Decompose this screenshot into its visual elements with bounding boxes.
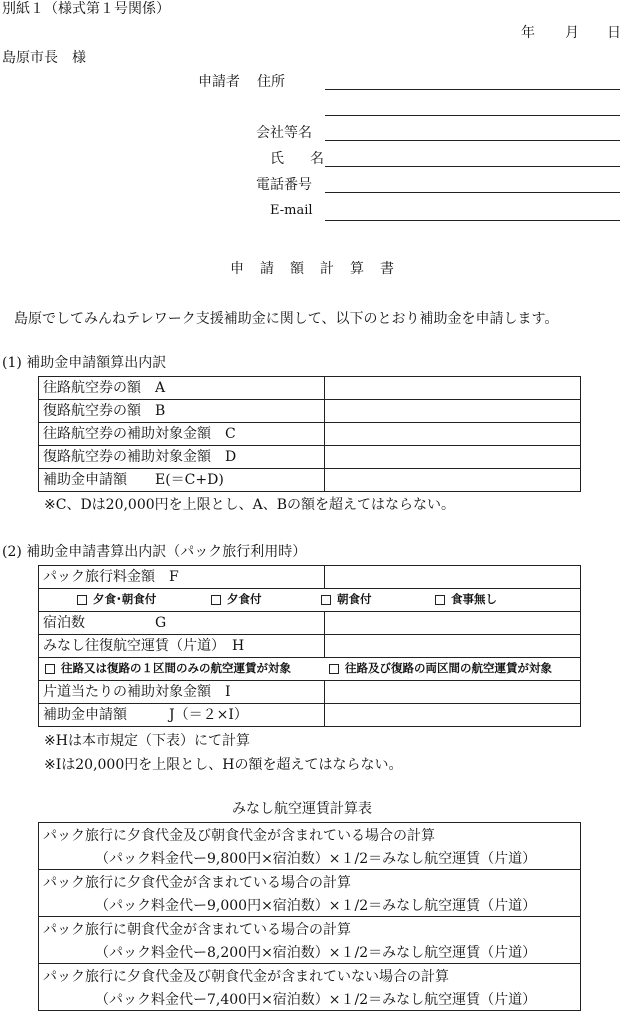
segment-option-one-way[interactable] <box>45 663 329 675</box>
row-label-d: 復路航空券の補助対象金額 D <box>39 446 325 469</box>
meal-options <box>77 594 580 606</box>
row-label-a: 往路航空券の額 A <box>39 377 325 400</box>
checkbox[interactable] <box>77 595 87 605</box>
fare-formula: （パック料金代ー9,000円×宿泊数）×１/2＝みなし航空運賃（片道） <box>95 898 537 914</box>
value-cell-h[interactable] <box>325 635 581 658</box>
value-cell-d[interactable] <box>325 446 581 469</box>
row-label-j: 補助金申請額 J（＝２×I） <box>39 704 325 727</box>
fare-formula: （パック料金代ー8,200円×宿泊数）×１/2＝みなし航空運賃（片道） <box>95 945 537 961</box>
section2-table <box>38 565 581 727</box>
table-row <box>39 635 581 658</box>
table-row <box>39 964 581 1011</box>
fare-case-label: パック旅行に夕食代金及び朝食代金が含まれている場合の計算 <box>43 828 435 844</box>
value-cell-g[interactable] <box>325 612 581 635</box>
meal-option-label: 夕食付 <box>227 592 262 607</box>
name-field[interactable] <box>325 166 620 167</box>
table-row <box>39 704 581 727</box>
address-label-text: 住所 <box>257 74 285 90</box>
meal-option-dinner-breakfast[interactable] <box>77 594 211 606</box>
company-field[interactable] <box>325 140 620 141</box>
table-row <box>39 870 581 917</box>
section2-title: (2) 補助金申請書算出内訳（パック旅行利用時） <box>2 544 307 560</box>
fare-case-cell <box>39 823 581 870</box>
segment-option-round-trip[interactable] <box>329 663 552 675</box>
addressee: 島原市長 様 <box>2 50 86 66</box>
intro-text: 島原でしてみんねテレワーク支援補助金に関して、以下のとおり補助金を申請します。 <box>14 311 559 327</box>
fare-case-cell <box>39 870 581 917</box>
segment-option-label: 往路又は復路の１区間のみの航空運賃が対象 <box>61 661 291 676</box>
table-row <box>39 658 581 681</box>
table-row <box>39 823 581 870</box>
applicant-heading: 申請者 <box>198 74 240 90</box>
value-cell-e[interactable] <box>325 469 581 492</box>
fare-formula: （パック料金代ー7,400円×宿泊数）×１/2＝みなし航空運賃（片道） <box>95 992 537 1008</box>
section2-note-h: ※Hは本市規定（下表）にて計算 <box>44 733 250 749</box>
section1-table <box>38 376 581 492</box>
meal-option-label: 夕食･朝食付 <box>93 592 157 607</box>
table-row <box>39 423 581 446</box>
date-year: 年 <box>521 25 535 41</box>
fare-table <box>38 822 581 1011</box>
table-row <box>39 446 581 469</box>
date-month: 月 <box>565 25 579 41</box>
fare-case-cell <box>39 964 581 1011</box>
table-row <box>39 917 581 964</box>
table-row <box>39 469 581 492</box>
segment-option-label: 往路及び復路の両区間の航空運賃が対象 <box>345 661 552 676</box>
address-field-line2[interactable] <box>325 115 620 116</box>
value-cell-i[interactable] <box>325 681 581 704</box>
table-row <box>39 400 581 423</box>
document-title: 申請額計算書 <box>230 261 410 277</box>
address-label <box>257 75 313 89</box>
fare-case-label: パック旅行に夕食代金が含まれている場合の計算 <box>43 875 351 891</box>
checkbox[interactable] <box>329 664 339 674</box>
table-row <box>39 377 581 400</box>
section1-note: ※C、Dは20,000円を上限とし、A、Bの額を超えてはならない。 <box>44 497 456 513</box>
section2-note-i: ※Iは20,000円を上限とし、Hの額を超えてはならない。 <box>44 757 403 773</box>
section1-title: (1) 補助金申請額算出内訳 <box>2 355 167 371</box>
checkbox[interactable] <box>435 595 445 605</box>
company-label: 会社等名 <box>256 125 312 141</box>
row-label-f: パック旅行料金額 F <box>39 566 325 589</box>
meal-option-dinner[interactable] <box>211 594 321 606</box>
address-field[interactable] <box>325 89 620 90</box>
checkbox[interactable] <box>211 595 221 605</box>
table-row <box>39 589 581 612</box>
row-label-g: 宿泊数 G <box>39 612 325 635</box>
meal-option-label: 朝食付 <box>337 592 372 607</box>
fare-table-title: みなし航空運賃計算表 <box>232 801 372 817</box>
email-label: E-mail <box>270 203 313 218</box>
value-cell-f[interactable] <box>325 566 581 589</box>
form-label: 別紙１（様式第１号関係） <box>2 1 170 17</box>
row-label-e: 補助金申請額 E(＝C+D) <box>39 469 325 492</box>
fare-case-label: パック旅行に朝食代金が含まれている場合の計算 <box>43 922 351 938</box>
email-field[interactable] <box>325 220 620 221</box>
row-label-c: 往路航空券の補助対象金額 C <box>39 423 325 446</box>
meal-option-label: 食事無し <box>451 592 497 607</box>
meal-option-none[interactable] <box>435 594 497 606</box>
fare-formula: （パック料金代ー9,800円×宿泊数）×１/2＝みなし航空運賃（片道） <box>95 851 537 867</box>
fare-case-cell <box>39 917 581 964</box>
value-cell-b[interactable] <box>325 400 581 423</box>
fare-case-label: パック旅行に夕食代金及び朝食代金が含まれていない場合の計算 <box>43 969 449 985</box>
table-row <box>39 566 581 589</box>
meal-options-cell <box>39 589 581 612</box>
date-day: 日 <box>607 25 621 41</box>
segment-options <box>45 663 580 675</box>
value-cell-j[interactable] <box>325 704 581 727</box>
name-label: 氏名 <box>270 151 350 167</box>
row-label-h: みなし往復航空運賃（片道） H <box>39 635 325 658</box>
checkbox[interactable] <box>45 664 55 674</box>
row-label-b: 復路航空券の額 B <box>39 400 325 423</box>
meal-option-breakfast[interactable] <box>321 594 435 606</box>
value-cell-c[interactable] <box>325 423 581 446</box>
phone-field[interactable] <box>325 192 620 193</box>
row-label-i: 片道当たりの補助対象金額 I <box>39 681 325 704</box>
table-row <box>39 612 581 635</box>
checkbox[interactable] <box>321 595 331 605</box>
phone-label: 電話番号 <box>256 177 312 193</box>
value-cell-a[interactable] <box>325 377 581 400</box>
table-row <box>39 681 581 704</box>
segment-options-cell <box>39 658 581 681</box>
